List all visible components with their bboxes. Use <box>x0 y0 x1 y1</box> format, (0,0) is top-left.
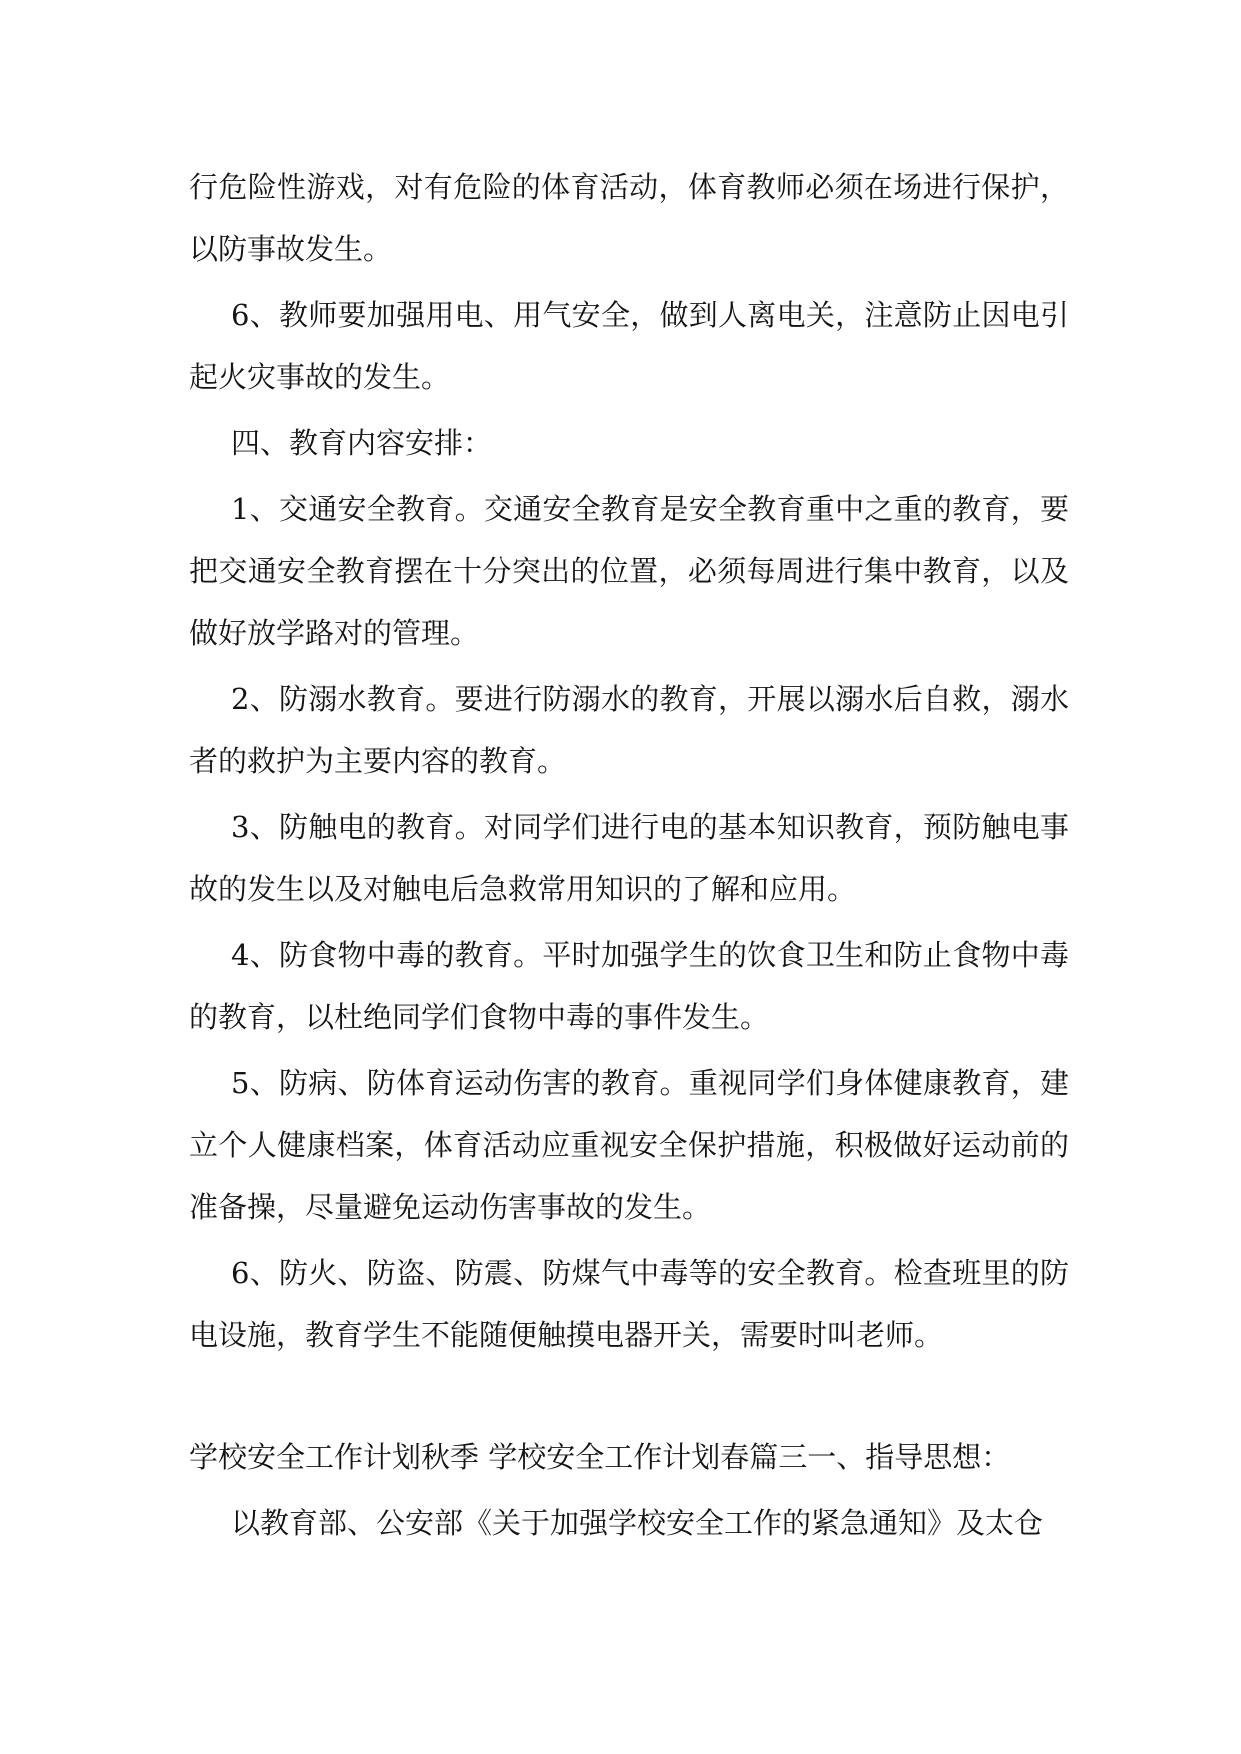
paragraph-2: 6、教师要加强用电、用气安全，做到人离电关，注意防止因电引起火灾事故的发生。 <box>189 298 1069 394</box>
paragraph-electric-shock: 3、防触电的教育。对同学们进行电的基本知识教育，预防触电事故的发生以及对触电后急救常用知识的了解和应用。 <box>189 810 1069 906</box>
section-heading-4: 四、教育内容安排： <box>231 426 493 460</box>
paragraph-guiding-principle: 以教育部、公安部《关于加强学校安全工作的紧急通知》及太仓 <box>231 1506 1044 1540</box>
paragraph-sports-injury: 5、防病、防体育运动伤害的教育。重视同学们身体健康教育，建立个人健康档案，体育活动应重视安全保护措施，积极做好运动前的准备操，尽量避免运动伤害事故的发生。 <box>189 1066 1069 1224</box>
paragraph-drowning-prevention: 2、防溺水教育。要进行防溺水的教育，开展以溺水后自救，溺水者的救护为主要内容的教育。 <box>189 682 1069 778</box>
section-title-part-3: 学校安全工作计划秋季 学校安全工作计划春篇三一、指导思想： <box>189 1440 1011 1474</box>
paragraph-fire-theft: 6、防火、防盗、防震、防煤气中毒等的安全教育。检查班里的防电设施，教育学生不能随便触摸电器开关，需要时叫老师。 <box>189 1256 1069 1352</box>
paragraph-traffic-safety: 1、交通安全教育。交通安全教育是安全教育重中之重的教育，要把交通安全教育摆在十分突出的位置，必须每周进行集中教育，以及做好放学路对的管理。 <box>189 492 1069 650</box>
paragraph-1: 行危险性游戏，对有危险的体育活动，体育教师必须在场进行保护，以防事故发生。 <box>189 170 1069 266</box>
paragraph-food-poisoning: 4、防食物中毒的教育。平时加强学生的饮食卫生和防止食物中毒的教育，以杜绝同学们食物中毒的事件发生。 <box>189 938 1069 1034</box>
document-body <box>189 156 1069 1558</box>
